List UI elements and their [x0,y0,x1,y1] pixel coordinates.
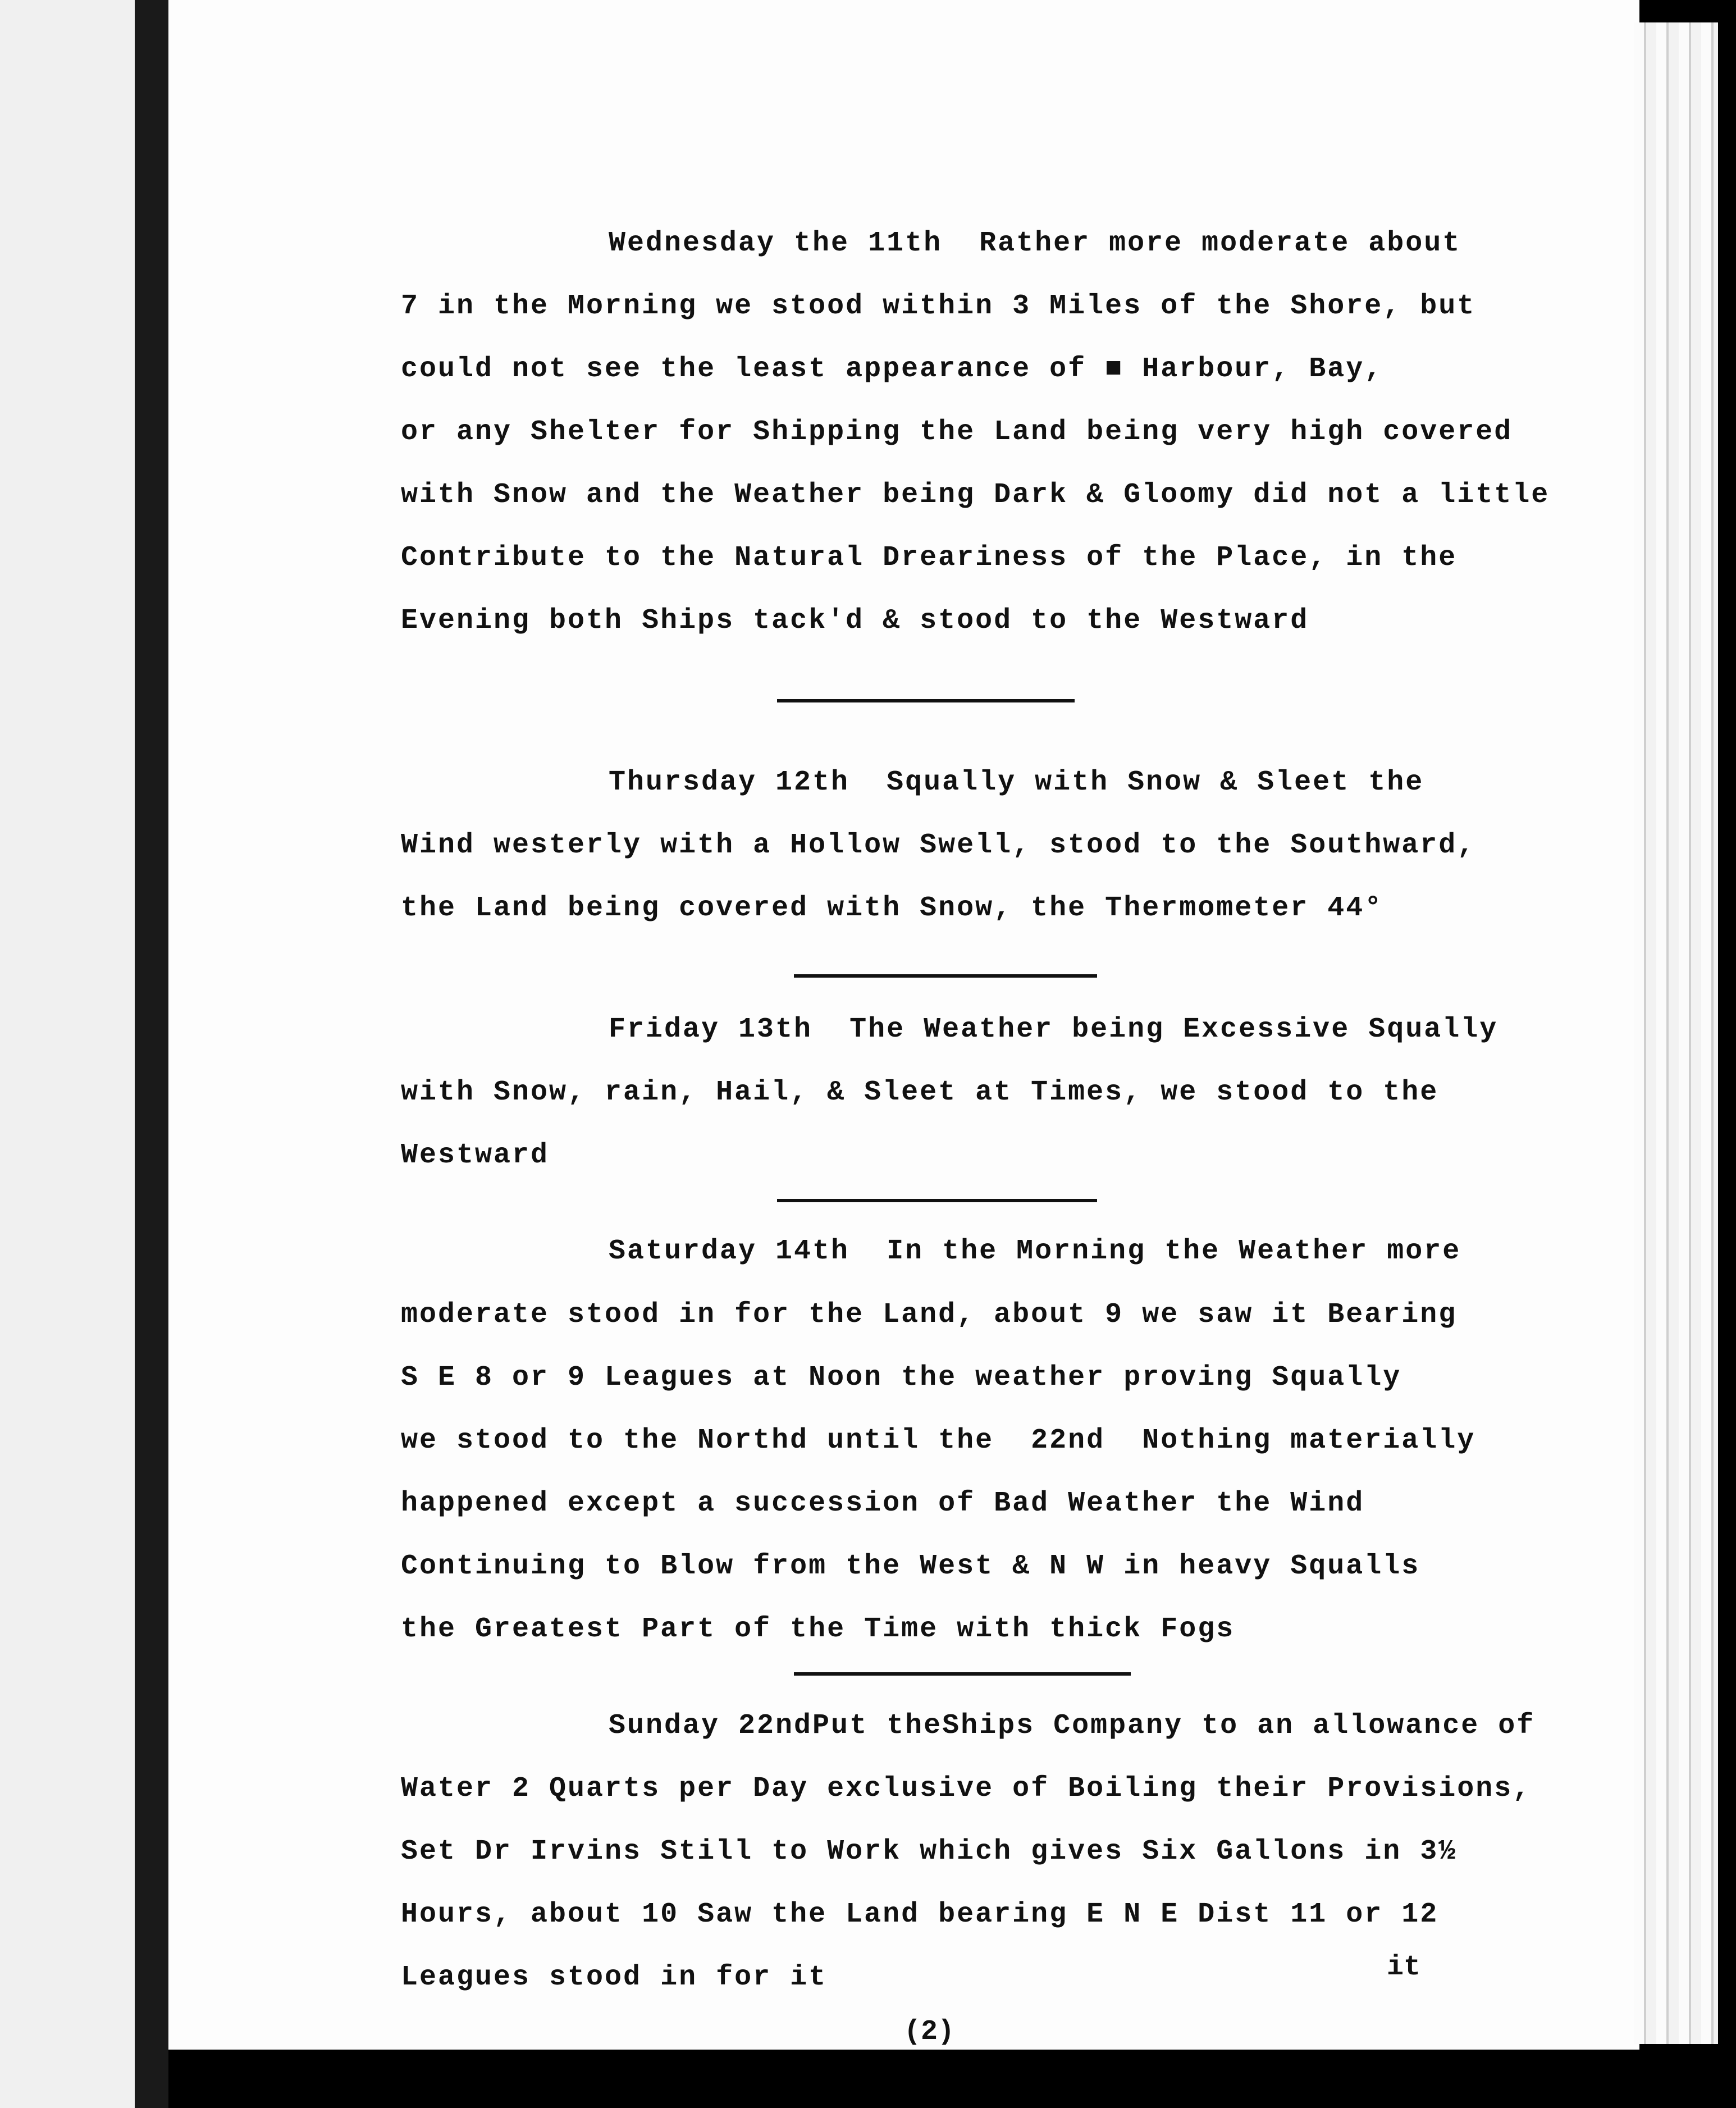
entry-line: Wind westerly with a Hollow Swell, stood to the Southward, [401,829,1476,861]
entry-line: Evening both Ships tack'd & stood to the Westward [401,605,1309,637]
book-spine [0,0,168,2108]
entry-line: Hours, about 10 Saw the Land bearing E N E Dist 11 or 12 [401,1899,1439,1931]
entry-line: Sunday 22ndPut theShips Company to an allowance of [609,1710,1536,1742]
section-divider [794,974,1097,978]
entry-line: Contribute to the Natural Dreariness of the Place, in the [401,542,1458,574]
catchword: it [1387,1951,1421,1983]
entry-line: Water 2 Quarts per Day exclusive of Boiling their Provisions, [401,1773,1532,1805]
entry-line: the Greatest Part of the Time with thick Fogs [401,1613,1235,1645]
entry-line: Westward [401,1139,550,1171]
section-divider [777,1199,1097,1202]
page-number: (2) [904,2016,955,2048]
entry-line: moderate stood in for the Land, about 9 we saw it Bearing [401,1299,1458,1331]
entry-line: S E 8 or 9 Leagues at Noon the weather proving Squally [401,1362,1402,1394]
entry-line: could not see the least appearance of ■ Harbour, Bay, [401,353,1383,385]
entry-line: Continuing to Blow from the West & N W in heavy Squalls [401,1550,1420,1582]
section-divider [794,1672,1131,1676]
entry-line: Friday 13th The Weather being Excessive Squally [609,1014,1499,1046]
page-edges [1634,22,1718,2044]
entry-line: with Snow and the Weather being Dark & Gloomy did not a little [401,479,1550,511]
entry-line: Saturday 14th In the Morning the Weather more [609,1235,1461,1267]
entry-line: we stood to the Northd until the 22nd Nothing materially [401,1425,1476,1457]
entry-line: Leagues stood in for it [401,1961,828,1993]
entry-line: Set Dr Irvins Still to Work which gives Six Gallons in 3½ [401,1836,1458,1868]
entry-line: Wednesday the 11th Rather more moderate about [609,227,1461,259]
entry-line: the Land being covered with Snow, the Thermometer 44° [401,892,1383,924]
section-divider [777,699,1075,702]
entry-line: happened except a succession of Bad Weather the Wind [401,1488,1365,1520]
entry-line: or any Shelter for Shipping the Land being very high covered [401,416,1513,448]
entry-line: with Snow, rain, Hail, & Sleet at Times, we stood to the [401,1076,1439,1108]
entry-line: Thursday 12th Squally with Snow & Sleet the [609,766,1424,799]
entry-line: 7 in the Morning we stood within 3 Miles of the Shore, but [401,290,1476,322]
